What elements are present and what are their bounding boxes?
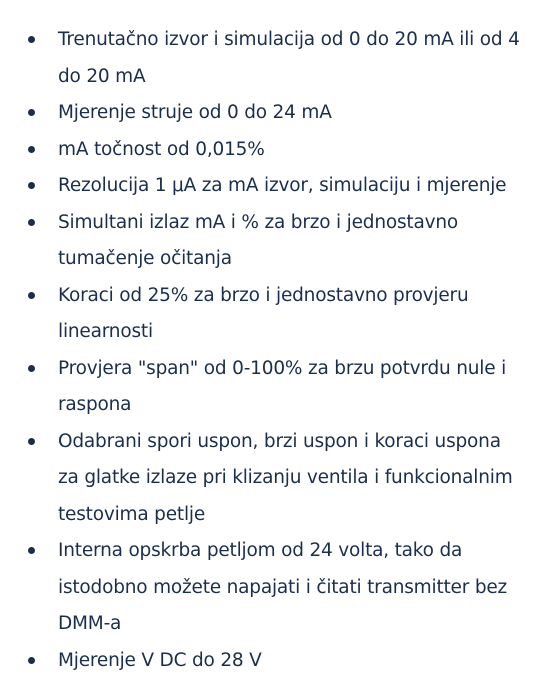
- list-item-text: Simultani izlaz mA i % za brzo i jednostavno tumačenje očitanja: [58, 211, 458, 269]
- list-item-text: mA točnost od 0,015%: [58, 138, 265, 160]
- bullet-icon: [28, 547, 35, 554]
- list-item: [0, 278, 539, 351]
- list-item: [0, 205, 539, 278]
- list-item-text: Odabrani spori uspon, brzi uspon i koraci uspona za glatke izlaze pri klizanju ventila i funkcionalnim testovima petlje: [58, 430, 513, 525]
- bullet-icon: [28, 36, 35, 43]
- bullet-icon: [28, 438, 35, 445]
- list-item: [0, 22, 539, 95]
- bullet-icon: [28, 109, 35, 116]
- list-item: [0, 643, 539, 680]
- list-item-text: Mjerenje V DC do 28 V: [58, 649, 262, 671]
- list-item: [0, 351, 539, 424]
- list-item-text: Rezolucija 1 μA za mA izvor, simulaciju i mjerenje: [58, 175, 507, 196]
- list-item: [0, 132, 539, 169]
- list-item-text: Mjerenje struje od 0 do 24 mA: [58, 102, 332, 123]
- bullet-icon: [28, 657, 35, 664]
- bullet-icon: [28, 365, 35, 372]
- list-item-text: Koraci od 25% za brzo i jednostavno provjeru linearnosti: [58, 284, 469, 342]
- list-item-text: Provjera "span" od 0-100% za brzu potvrdu nule i raspona: [58, 357, 507, 415]
- bullet-icon: [28, 292, 35, 299]
- list-item: [0, 168, 539, 205]
- list-item-text: Interna opskrba petljom od 24 volta, tako da istodobno možete napajati i čitati transmitter bez DMM-a: [58, 540, 508, 634]
- bullet-icon: [28, 146, 35, 153]
- feature-list: [0, 22, 539, 679]
- bullet-icon: [28, 219, 35, 226]
- bullet-icon: [28, 182, 35, 189]
- list-item: [0, 95, 539, 132]
- list-item: [0, 424, 539, 534]
- list-item: [0, 533, 539, 643]
- list-item-text: Trenutačno izvor i simulacija od 0 do 20 mA ili od 4 do 20 mA: [58, 29, 520, 87]
